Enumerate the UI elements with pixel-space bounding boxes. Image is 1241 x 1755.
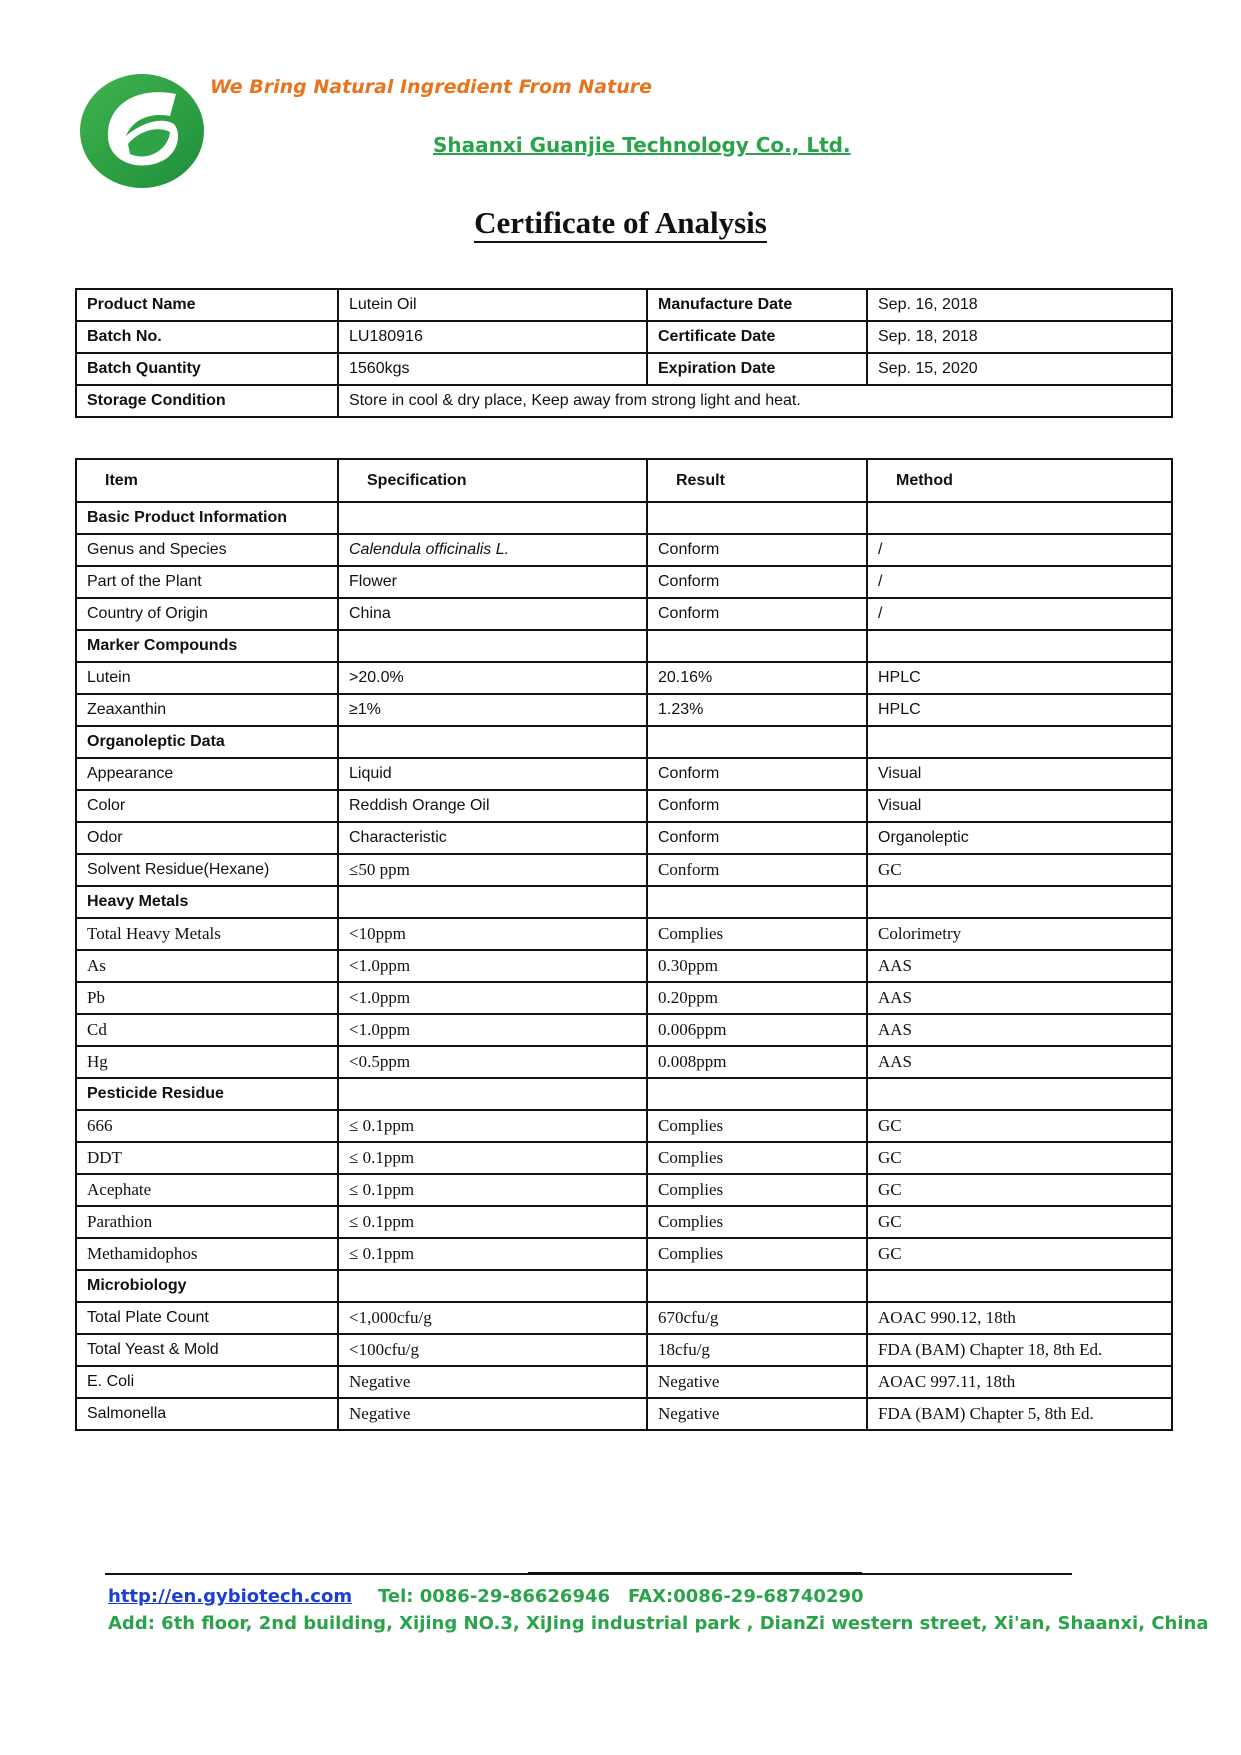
header-result: Result bbox=[647, 459, 867, 502]
section-row bbox=[76, 726, 1172, 758]
specification-cell: Characteristic bbox=[338, 822, 647, 854]
method-cell bbox=[867, 502, 1172, 534]
table-row bbox=[76, 790, 1172, 822]
method-cell: / bbox=[867, 598, 1172, 630]
method-cell: HPLC bbox=[867, 662, 1172, 694]
item-cell: DDT bbox=[76, 1142, 338, 1174]
method-cell: Colorimetry bbox=[867, 918, 1172, 950]
table-row bbox=[76, 694, 1172, 726]
item-cell: Genus and Species bbox=[76, 534, 338, 566]
specification-cell bbox=[338, 1078, 647, 1110]
table-header-row bbox=[76, 459, 1172, 502]
table-row bbox=[76, 598, 1172, 630]
storage-label: Storage Condition bbox=[76, 385, 338, 417]
item-cell: Zeaxanthin bbox=[76, 694, 338, 726]
method-cell: HPLC bbox=[867, 694, 1172, 726]
item-cell: Methamidophos bbox=[76, 1238, 338, 1270]
batch-no-value: LU180916 bbox=[338, 321, 647, 353]
result-cell: Complies bbox=[647, 1238, 867, 1270]
method-cell: GC bbox=[867, 1142, 1172, 1174]
item-cell: E. Coli bbox=[76, 1366, 338, 1398]
result-cell: Conform bbox=[647, 790, 867, 822]
batch-no-label: Batch No. bbox=[76, 321, 338, 353]
item-cell: 666 bbox=[76, 1110, 338, 1142]
specification-cell bbox=[338, 886, 647, 918]
specification-cell: Negative bbox=[338, 1398, 647, 1430]
section-title: Organoleptic Data bbox=[76, 726, 338, 758]
table-row bbox=[76, 1398, 1172, 1430]
method-cell: GC bbox=[867, 1238, 1172, 1270]
specification-cell: <10ppm bbox=[338, 918, 647, 950]
address: Add: 6th floor, 2nd building, Xijing NO.3, XiJing industrial park , DianZi western street, Xi'an, Shaanxi, China bbox=[108, 1613, 1209, 1634]
method-cell: AAS bbox=[867, 1014, 1172, 1046]
telephone: Tel: 0086-29-86626946 bbox=[378, 1586, 611, 1607]
item-cell: Total Yeast & Mold bbox=[76, 1334, 338, 1366]
specification-cell bbox=[338, 726, 647, 758]
method-cell: Visual bbox=[867, 790, 1172, 822]
result-cell: Negative bbox=[647, 1366, 867, 1398]
method-cell: / bbox=[867, 566, 1172, 598]
header-method: Method bbox=[867, 459, 1172, 502]
table-row bbox=[76, 1174, 1172, 1206]
method-cell: AAS bbox=[867, 1046, 1172, 1078]
result-cell bbox=[647, 726, 867, 758]
table-row bbox=[76, 950, 1172, 982]
batch-quantity-value: 1560kgs bbox=[338, 353, 647, 385]
result-cell: Conform bbox=[647, 758, 867, 790]
table-row bbox=[76, 1206, 1172, 1238]
method-cell bbox=[867, 726, 1172, 758]
result-cell: 670cfu/g bbox=[647, 1302, 867, 1334]
method-cell bbox=[867, 630, 1172, 662]
product-name-label: Product Name bbox=[76, 289, 338, 321]
specification-cell: Reddish Orange Oil bbox=[338, 790, 647, 822]
item-cell: Appearance bbox=[76, 758, 338, 790]
specification-cell: ≤ 0.1ppm bbox=[338, 1206, 647, 1238]
method-cell: Organoleptic bbox=[867, 822, 1172, 854]
table-row bbox=[76, 982, 1172, 1014]
table-row bbox=[76, 822, 1172, 854]
result-cell bbox=[647, 1078, 867, 1110]
product-name-value: Lutein Oil bbox=[338, 289, 647, 321]
table-row bbox=[76, 1046, 1172, 1078]
section-row bbox=[76, 1270, 1172, 1302]
header-specification: Specification bbox=[338, 459, 647, 502]
result-cell: Complies bbox=[647, 1206, 867, 1238]
table-row bbox=[76, 1014, 1172, 1046]
table-row bbox=[76, 1110, 1172, 1142]
method-cell: GC bbox=[867, 1174, 1172, 1206]
result-cell: 20.16% bbox=[647, 662, 867, 694]
specification-cell: ≥1% bbox=[338, 694, 647, 726]
method-cell: AAS bbox=[867, 950, 1172, 982]
item-cell: Odor bbox=[76, 822, 338, 854]
result-cell: Conform bbox=[647, 566, 867, 598]
method-cell: AOAC 990.12, 18th bbox=[867, 1302, 1172, 1334]
item-cell: Solvent Residue(Hexane) bbox=[76, 854, 338, 886]
result-cell: 0.006ppm bbox=[647, 1014, 867, 1046]
section-row bbox=[76, 886, 1172, 918]
specification-cell: ≤50 ppm bbox=[338, 854, 647, 886]
section-title: Pesticide Residue bbox=[76, 1078, 338, 1110]
manufacture-date-label: Manufacture Date bbox=[647, 289, 867, 321]
method-cell: FDA (BAM) Chapter 5, 8th Ed. bbox=[867, 1398, 1172, 1430]
section-row bbox=[76, 630, 1172, 662]
result-cell: 0.20ppm bbox=[647, 982, 867, 1014]
storage-value: Store in cool & dry place, Keep away from strong light and heat. bbox=[338, 385, 1172, 417]
item-cell: Pb bbox=[76, 982, 338, 1014]
method-cell bbox=[867, 1078, 1172, 1110]
result-cell bbox=[647, 1270, 867, 1302]
item-cell: Acephate bbox=[76, 1174, 338, 1206]
table-row bbox=[76, 758, 1172, 790]
batch-quantity-label: Batch Quantity bbox=[76, 353, 338, 385]
table-row bbox=[76, 566, 1172, 598]
table-row bbox=[76, 1334, 1172, 1366]
result-cell: Complies bbox=[647, 1142, 867, 1174]
info-row bbox=[76, 353, 1172, 385]
item-cell: Country of Origin bbox=[76, 598, 338, 630]
tagline: We Bring Natural Ingredient From Nature bbox=[210, 76, 652, 98]
method-cell: GC bbox=[867, 854, 1172, 886]
company-logo bbox=[78, 72, 206, 190]
result-cell: 0.30ppm bbox=[647, 950, 867, 982]
method-cell bbox=[867, 1270, 1172, 1302]
item-cell: Color bbox=[76, 790, 338, 822]
result-cell bbox=[647, 502, 867, 534]
specification-cell: <100cfu/g bbox=[338, 1334, 647, 1366]
manufacture-date-value: Sep. 16, 2018 bbox=[867, 289, 1172, 321]
item-cell: Lutein bbox=[76, 662, 338, 694]
result-cell: 1.23% bbox=[647, 694, 867, 726]
result-cell bbox=[647, 630, 867, 662]
method-cell: FDA (BAM) Chapter 18, 8th Ed. bbox=[867, 1334, 1172, 1366]
specification-cell: <1.0ppm bbox=[338, 1014, 647, 1046]
specification-cell: Flower bbox=[338, 566, 647, 598]
result-cell: Conform bbox=[647, 822, 867, 854]
specification-cell: ≤ 0.1ppm bbox=[338, 1238, 647, 1270]
table-row bbox=[76, 854, 1172, 886]
table-row bbox=[76, 918, 1172, 950]
header-item: Item bbox=[76, 459, 338, 502]
specification-cell: <1.0ppm bbox=[338, 950, 647, 982]
item-cell: As bbox=[76, 950, 338, 982]
method-cell bbox=[867, 886, 1172, 918]
section-title: Marker Compounds bbox=[76, 630, 338, 662]
result-cell: 18cfu/g bbox=[647, 1334, 867, 1366]
item-cell: Salmonella bbox=[76, 1398, 338, 1430]
table-row bbox=[76, 1302, 1172, 1334]
result-cell: Complies bbox=[647, 1174, 867, 1206]
expiration-date-value: Sep. 15, 2020 bbox=[867, 353, 1172, 385]
product-info-table bbox=[75, 288, 1173, 418]
analysis-table bbox=[75, 458, 1173, 1431]
specification-cell: >20.0% bbox=[338, 662, 647, 694]
method-cell: GC bbox=[867, 1110, 1172, 1142]
info-row bbox=[76, 289, 1172, 321]
method-cell: AAS bbox=[867, 982, 1172, 1014]
item-cell: Total Plate Count bbox=[76, 1302, 338, 1334]
specification-cell: ≤ 0.1ppm bbox=[338, 1142, 647, 1174]
result-cell: Complies bbox=[647, 1110, 867, 1142]
specification-cell: ≤ 0.1ppm bbox=[338, 1110, 647, 1142]
method-cell: GC bbox=[867, 1206, 1172, 1238]
table-row bbox=[76, 1238, 1172, 1270]
section-title: Microbiology bbox=[76, 1270, 338, 1302]
section-title: Basic Product Information bbox=[76, 502, 338, 534]
item-cell: Cd bbox=[76, 1014, 338, 1046]
item-cell: Total Heavy Metals bbox=[76, 918, 338, 950]
item-cell: Hg bbox=[76, 1046, 338, 1078]
specification-cell: Liquid bbox=[338, 758, 647, 790]
item-cell: Parathion bbox=[76, 1206, 338, 1238]
info-row bbox=[76, 321, 1172, 353]
footer-divider-accent bbox=[528, 1572, 862, 1575]
specification-cell: Calendula officinalis L. bbox=[338, 534, 647, 566]
result-cell: Conform bbox=[647, 854, 867, 886]
specification-cell: <1.0ppm bbox=[338, 982, 647, 1014]
table-row bbox=[76, 1142, 1172, 1174]
expiration-date-label: Expiration Date bbox=[647, 353, 867, 385]
item-cell: Part of the Plant bbox=[76, 566, 338, 598]
method-cell: Visual bbox=[867, 758, 1172, 790]
table-row bbox=[76, 534, 1172, 566]
result-cell: Conform bbox=[647, 534, 867, 566]
company-name: Shaanxi Guanjie Technology Co., Ltd. bbox=[433, 133, 851, 157]
table-row bbox=[76, 662, 1172, 694]
info-row bbox=[76, 385, 1172, 417]
specification-cell: ≤ 0.1ppm bbox=[338, 1174, 647, 1206]
section-row bbox=[76, 502, 1172, 534]
result-cell: Conform bbox=[647, 598, 867, 630]
website-link[interactable]: http://en.gybiotech.com bbox=[108, 1586, 353, 1607]
result-cell: 0.008ppm bbox=[647, 1046, 867, 1078]
specification-cell bbox=[338, 1270, 647, 1302]
method-cell: AOAC 997.11, 18th bbox=[867, 1366, 1172, 1398]
section-row bbox=[76, 1078, 1172, 1110]
certificate-date-label: Certificate Date bbox=[647, 321, 867, 353]
fax: FAX:0086-29-68740290 bbox=[628, 1586, 864, 1607]
document-title: Certificate of Analysis bbox=[0, 205, 1241, 241]
specification-cell bbox=[338, 502, 647, 534]
specification-cell: <0.5ppm bbox=[338, 1046, 647, 1078]
certificate-date-value: Sep. 18, 2018 bbox=[867, 321, 1172, 353]
specification-cell: <1,000cfu/g bbox=[338, 1302, 647, 1334]
result-cell: Negative bbox=[647, 1398, 867, 1430]
specification-cell: Negative bbox=[338, 1366, 647, 1398]
table-row bbox=[76, 1366, 1172, 1398]
section-title: Heavy Metals bbox=[76, 886, 338, 918]
specification-cell bbox=[338, 630, 647, 662]
result-cell bbox=[647, 886, 867, 918]
specification-cell: China bbox=[338, 598, 647, 630]
result-cell: Complies bbox=[647, 918, 867, 950]
method-cell: / bbox=[867, 534, 1172, 566]
